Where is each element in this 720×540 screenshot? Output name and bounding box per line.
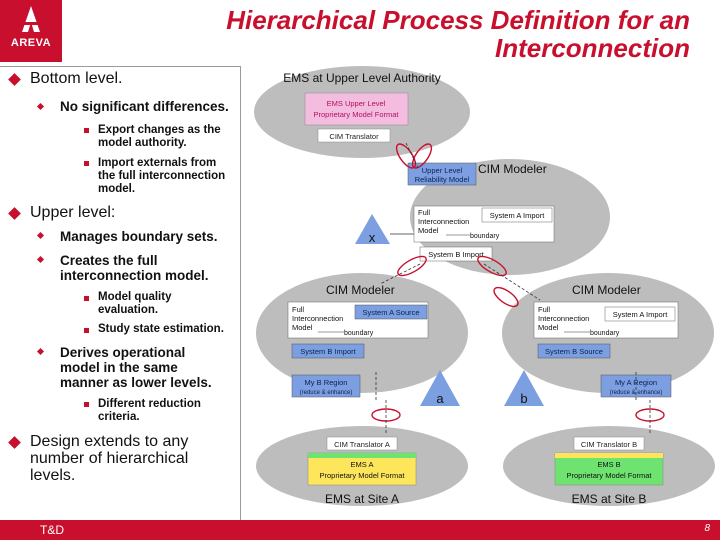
upper-model-box [305,93,408,125]
reliability-line2: Reliability Model [414,175,470,184]
site-b-model-line2: Proprietary Model Format [566,471,652,480]
exchange-link [491,284,521,310]
left-full-model-line3: Model [292,323,313,332]
bullet-upper-level: Upper level: [30,204,116,221]
site-a-model-line1: EMS A [350,460,374,469]
reliability-line1: Upper Level [421,166,463,175]
upper-full-model-line3: Model [418,226,439,235]
site-a-model-stripe [308,453,416,458]
bullet-state-estimation: Study state estimation. [98,323,224,335]
b-label: b [520,391,528,406]
footer-label: T&D [40,523,64,537]
right-full-model-line2: Interconnection [538,314,590,323]
right-region-line1: My A Region [614,378,658,387]
bullet-import-externals: Import externals from the full interconnection model. [98,157,226,195]
site-b-model-line1: EMS B [597,460,621,469]
right-full-model-line1: Full [538,305,551,314]
title-line-2: Interconnection [494,33,690,63]
site-a-label: EMS at Site A [324,492,400,506]
left-region-line1: My B Region [304,378,348,387]
left-boundary-label: boundary [344,330,374,337]
upper-import-b-label: System B Import [428,250,484,259]
upper-full-model-line2: Interconnection [418,217,470,226]
site-a-translator-label: CIM Translator A [334,440,390,449]
upper-boundary-label: boundary [470,233,500,240]
upper-modeler-label: CIM Modeler [478,162,547,176]
upper-model-line1: EMS Upper Level [326,99,386,108]
bullet-export-changes: Export changes as the model authority. [98,124,221,149]
right-region-line2: (reduce & enhance) [609,390,663,396]
right-import-a-label: System A Import [612,310,668,319]
upper-full-model-line1: Full [418,208,431,217]
bullet-reduction-criteria: Different reduction criteria. [98,398,201,423]
bullet-manages-boundary: Manages boundary sets. [60,229,218,244]
upper-translator-label: CIM Translator [329,132,379,141]
x-label: x [368,230,376,245]
left-region-line2: (reduce & enhance) [299,390,353,396]
bullet-creates-full-model: Creates the full interconnection model. [60,253,209,283]
bullet-derives-operational: Derives operational model in the same manner as lower levels. [60,345,212,390]
upper-model-line2: Proprietary Model Format [313,110,399,119]
bullet-bottom-level: Bottom level. [30,70,123,87]
upper-import-a-label: System A Import [489,211,545,220]
left-modeler-label: CIM Modeler [326,283,395,297]
title-line-1: Hierarchical Process Definition for an [226,5,690,35]
site-b-model-stripe [555,453,663,458]
logo-text: AREVA [10,37,52,49]
right-source-b-label: System B Source [545,347,603,356]
upper-authority-label: EMS at Upper Level Authority [283,71,441,85]
bullet-model-quality: Model quality evaluation. [98,291,172,316]
left-import-b-label: System B Import [300,347,356,356]
left-full-model-line1: Full [292,305,305,314]
page-number: 8 [704,523,710,534]
a-label: a [436,391,444,406]
footer-bar [0,520,720,540]
left-full-model-line2: Interconnection [292,314,344,323]
bullet-design-extends: Design extends to any number of hierarchical levels. [30,433,189,484]
right-boundary-label: boundary [590,330,620,337]
site-a-model-line2: Proprietary Model Format [319,471,405,480]
right-full-model-line3: Model [538,323,559,332]
left-source-a-label: System A Source [362,308,420,317]
exchange-link [395,253,429,279]
site-b-translator-label: CIM Translator B [580,440,638,449]
site-b-label: EMS at Site B [571,492,647,506]
bullet-no-differences: No significant differences. [60,99,229,114]
right-modeler-label: CIM Modeler [572,283,641,297]
